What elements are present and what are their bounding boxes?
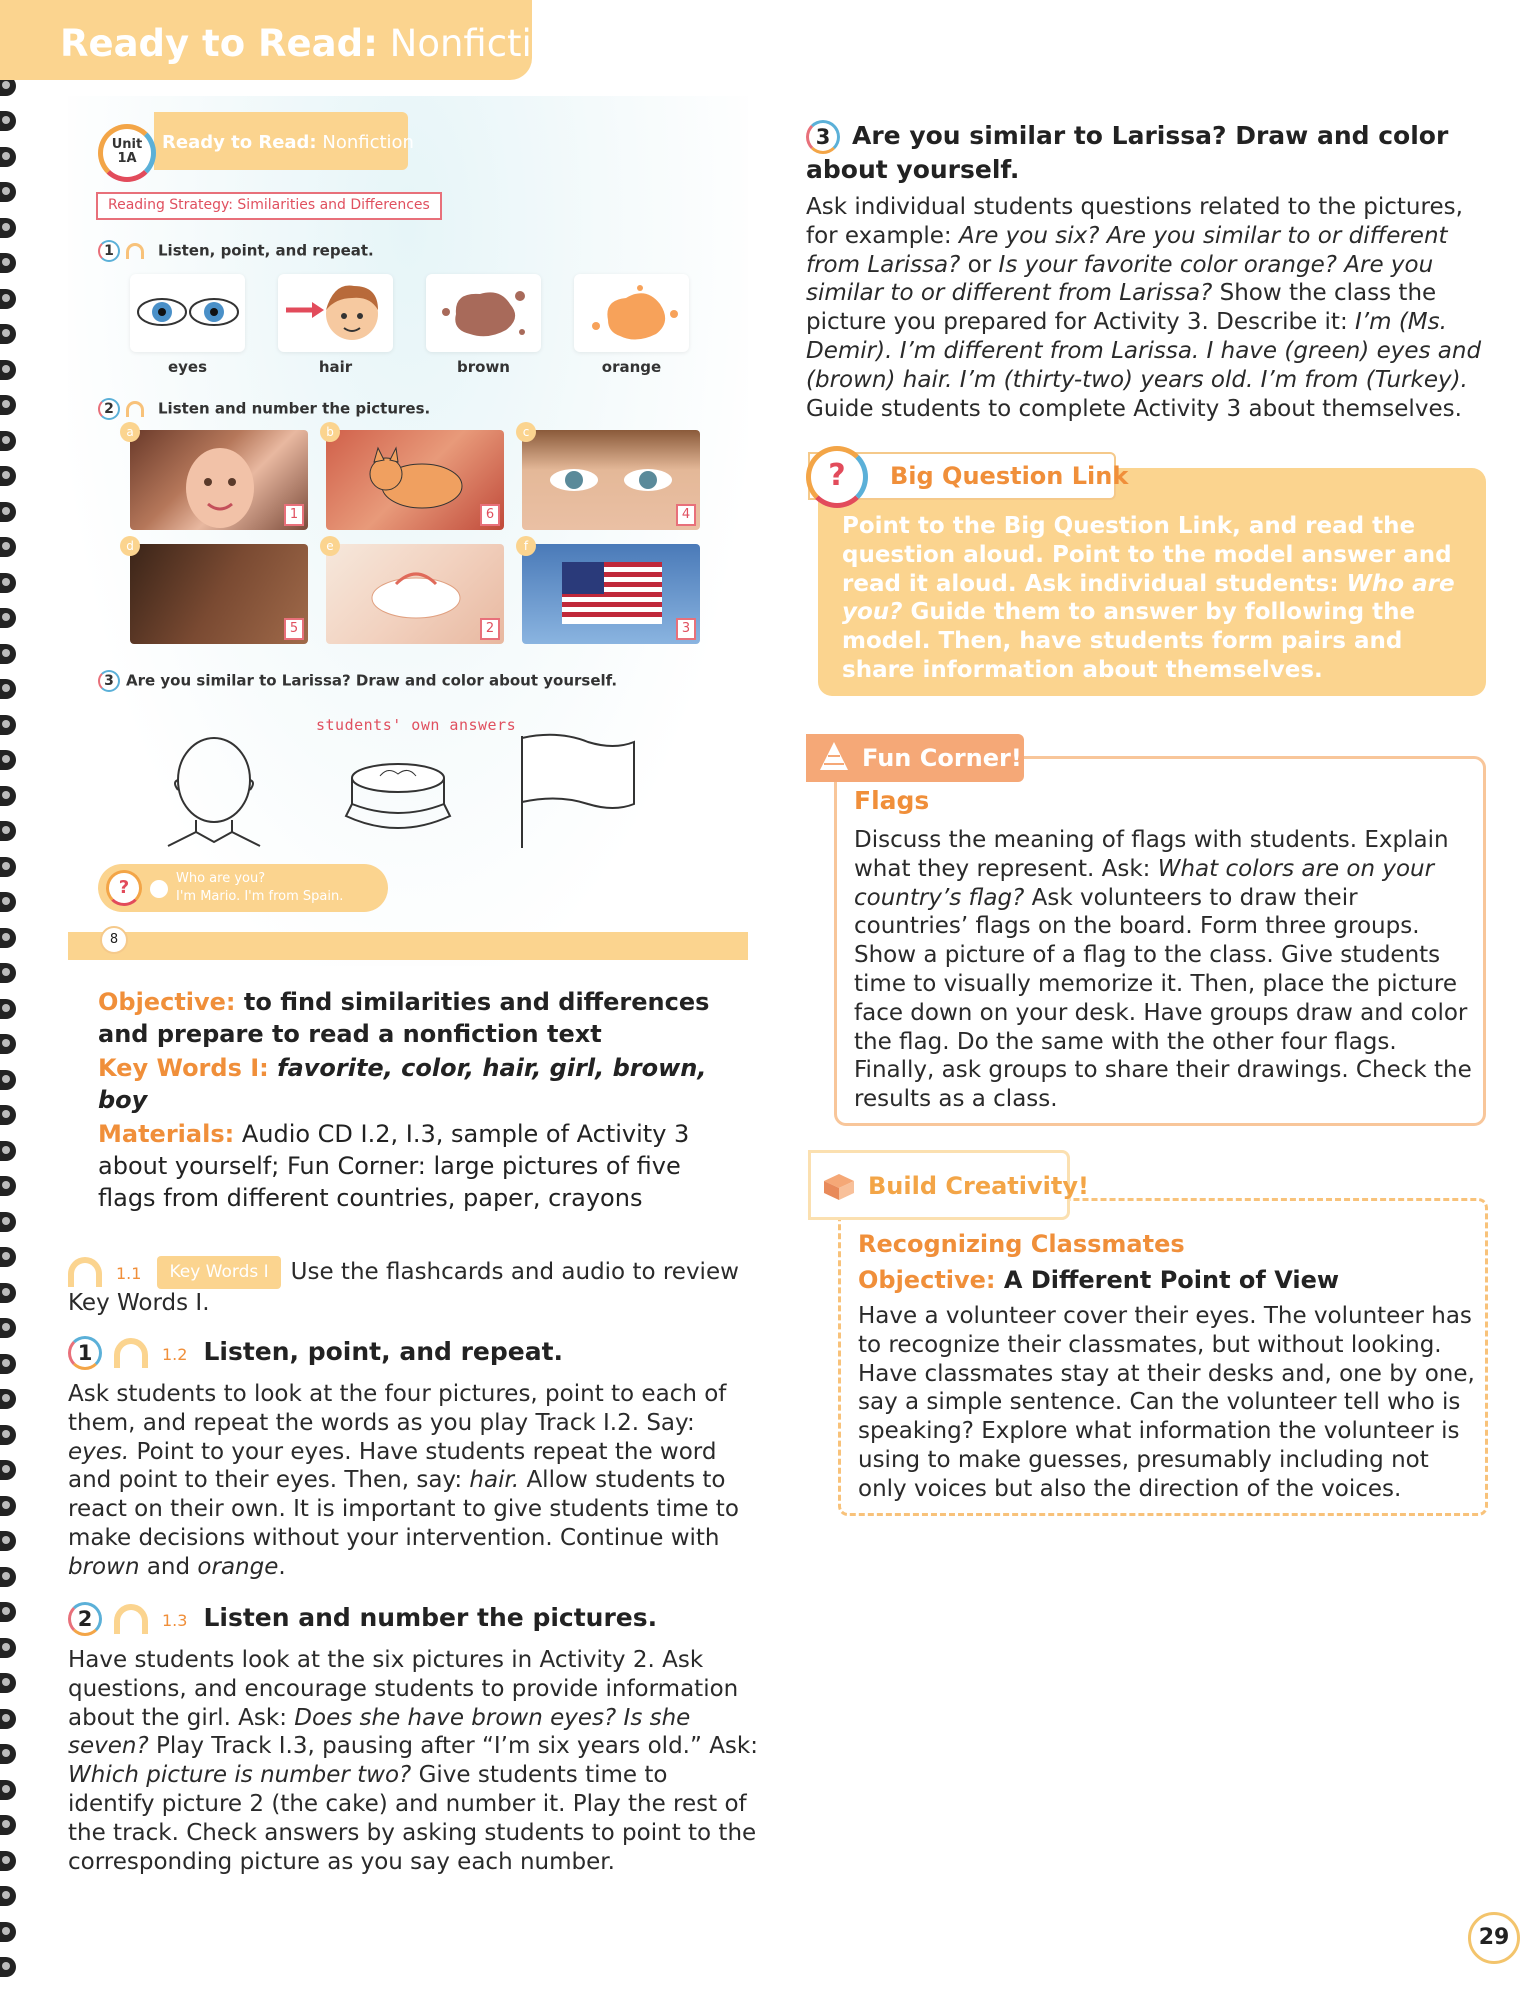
unit-tab: Ready to Read: Nonfiction [154,112,408,170]
spiral-ring [0,431,16,451]
headphones-icon [114,1338,148,1368]
spiral-ring [0,502,16,522]
boy-hair-icon [278,274,393,352]
vocab-label: brown [457,358,510,376]
photo-letter: d [120,536,140,556]
photo-letter: f [516,536,536,556]
blank-flag-outline-icon [518,732,638,848]
spiral-ring [0,679,16,699]
spiral-ring [0,1531,16,1551]
blank-face-outline-icon [166,736,262,848]
spiral-ring [0,395,16,415]
activity-2-line: 2 Listen and number the pictures. [98,398,430,420]
key-words-pill: Key Words I [157,1256,280,1289]
spiral-ring [0,537,16,557]
unit-badge: Unit 1A [98,124,156,182]
bq-question: Who are you? [176,871,266,886]
spiral-ring [0,466,16,486]
review-key-words: 1.1 Key Words I Use the flashcards and audio to review Key Words I. [68,1256,758,1318]
vocab-label: orange [601,358,662,376]
spiral-ring [0,147,16,167]
spiral-ring [0,1709,16,1729]
spiral-ring [0,1673,16,1693]
header-banner [0,0,578,80]
students-own-answers: students' own answers [316,716,517,734]
headphones-icon [126,401,144,417]
vocab-card-hair [278,274,393,352]
activity-3-heading: 3 Are you similar to Larissa? Draw and color about yourself. [806,121,1449,184]
activity-1-heading: 1 1.2 Listen, point, and repeat. [68,1336,563,1370]
fun-corner-subtitle: Flags [854,786,930,815]
spiral-ring [0,786,16,806]
big-question-link-text: Point to the Big Question Link, and read the question aloud. Point to the model answer and read it aloud. Ask individual students: Who are you? Guide them to answer by following the model. Then, have students form pairs and share information about themselves. [842,513,1455,683]
activity-2-heading: 2 1.3 Listen and number the pictures. [68,1602,657,1636]
big-question-pill [98,864,388,912]
photo-girl: 1 [130,430,308,530]
photo-letter: a [120,422,140,442]
vocab-card-brown [426,274,541,352]
eyes-icon [130,274,245,352]
spiral-ring [0,1460,16,1480]
objective-block: Objective: to find similarities and differences and prepare to read a nonfiction text Key Words I: favorite, color, hair, girl, brown, boy Materials: Audio CD I.2, I.3, sample of Activity 3 about yourself; Fun Corner: large pictures of five flags from different countries, paper, crayons [98,988,710,1212]
spiral-ring [0,1034,16,1054]
reading-strategy-label: Reading Strategy: Similarities and Differences [96,192,442,220]
spiral-ring [0,1318,16,1338]
spiral-ring [0,1957,16,1977]
spiral-binding [0,40,18,1990]
headphones-icon [126,243,144,259]
spiral-ring [0,892,16,912]
spiral-ring [0,360,16,380]
spiral-ring [0,1141,16,1161]
student-page-number: 8 [100,926,128,954]
party-hat-icon [818,740,850,774]
spiral-ring [0,324,16,344]
birthday-cake-outline-icon [336,756,460,842]
photo-cat-drawing: 6 [326,430,504,530]
photo-hair: 5 [130,544,308,644]
eyes-closeup-icon [522,430,700,530]
spiral-ring [0,289,16,309]
question-mark-icon: ? [806,446,868,508]
photo-flag: 3 [522,544,700,644]
student-page-thumbnail [68,96,748,966]
cat-drawing-icon [326,430,504,530]
spiral-ring [0,1389,16,1409]
spiral-ring [0,1496,16,1516]
student-page-footer-bar [68,932,748,960]
spiral-ring [0,1886,16,1906]
spiral-ring [0,253,16,273]
activity-1-line: 1 Listen, point, and repeat. [98,240,374,262]
spiral-ring [0,1212,16,1232]
spiral-ring [0,608,16,628]
spiral-ring [0,111,16,131]
spiral-ring [0,1425,16,1445]
vocab-card-orange [574,274,689,352]
spiral-ring [0,1176,16,1196]
spiral-ring [0,644,16,664]
building-block-icon [822,1172,856,1202]
fun-corner-text: Discuss the meaning of flags with students. Explain what they represent. Ask: What colors are on your country’s flag? Ask volunteers to draw their countries’ flags on the board. Form three groups. Show a picture of a flag to the class. Give students time to visually memorize it. Then, place the picture face down on your desk. Have groups draw and color the flag. Do the same with the other four flags. Finally, ask groups to share their drawings. Check the results as a class. [854,827,1472,1113]
spiral-ring [0,1638,16,1658]
question-icon: ? [106,870,142,906]
spiral-ring [0,1354,16,1374]
bq-answer: I'm Mario. I'm from Spain. [176,889,344,904]
smiley-icon [150,880,168,898]
spiral-ring [0,573,16,593]
build-creativity-subtitle: Recognizing Classmates [858,1230,1185,1258]
photo-letter: c [516,422,536,442]
spiral-ring [0,1851,16,1871]
spiral-ring [0,963,16,983]
headphones-icon [68,1257,102,1287]
photo-eyes: 4 [522,430,700,530]
activity-3-line: 3 Are you similar to Larissa? Draw and color about yourself. [98,670,617,692]
activity-3-text: Ask individual students questions related to the pictures, for example: Are you six? Are you similar to or different from Larissa? or Is your favorite color orange? Are you similar to or different from Larissa? Show the class the picture you prepared for Activity 3. Describe it: I’m (Ms. Demir). I’m different from Larissa. I have (green) eyes and (brown) hair. I’m (thirty-two) years old. I’m from (Turkey). Guide students to complete Activity 3 about themselves. [806,194,1482,422]
spiral-ring [0,1744,16,1764]
cake-photo-icon [326,544,504,644]
fun-corner-label: Fun Corner! [862,744,1022,772]
spiral-ring [0,750,16,770]
spiral-ring [0,182,16,202]
headphones-icon [114,1604,148,1634]
spiral-ring [0,1815,16,1835]
build-creativity-text: Have a volunteer cover their eyes. The volunteer has to recognize their classmates, but without looking. Have classmates stay at their desks and, one by one, say a simple sentence. Can the volunteer tell who is speaking? Explore what information the volunteer is using to make guesses, presumably including not only voices but also the direction of the voices. [858,1303,1475,1502]
big-question-link-title: Big Question Link [890,462,1129,490]
build-creativity-objective: Objective: A Different Point of View [858,1266,1340,1294]
spiral-ring [0,1283,16,1303]
spiral-ring [0,1247,16,1267]
spiral-ring [0,1602,16,1622]
brown-splash-icon [426,274,541,352]
vocab-label: hair [318,358,353,376]
activity-1-text: Ask students to look at the four pictures, point to each of them, and repeat the words as you play Track I.2. Say: eyes. Point to your eyes. Have students repeat the word and point to their eyes. Then, say: hair. Allow students to react on their own. It is important to give students time to make decisions without your intervention. Continue with brown and orange. [68,1381,739,1580]
spiral-ring [0,928,16,948]
photo-letter: b [320,422,340,442]
spiral-ring [0,1922,16,1942]
spiral-ring [0,1567,16,1587]
american-flag-icon [522,544,700,644]
spiral-ring [0,715,16,735]
build-creativity-label: Build Creativity! [868,1172,1089,1200]
spiral-ring [0,999,16,1019]
activity-2-text: Have students look at the six pictures in Activity 2. Ask questions, and encourage students to provide information about the girl. Ask: Does she have brown eyes? Is she seven? Play Track I.3, pausing after “I’m six years old.” Ask: Which picture is number two? Give students time to identify picture 2 (the cake) and number it. Play the rest of the track. Check answers by asking students to point to the corresponding picture as you say each number. [68,1647,758,1875]
spiral-ring [0,1780,16,1800]
vocab-label: eyes [167,358,208,376]
spiral-ring [0,821,16,841]
spiral-ring [0,1105,16,1125]
photo-letter: e [320,536,340,556]
spiral-ring [0,1070,16,1090]
spiral-ring [0,218,16,238]
orange-splash-icon [574,274,689,352]
spiral-ring [0,857,16,877]
header-title: Ready to Read: Nonfiction [60,22,578,65]
page-number: 29 [1468,1912,1520,1964]
photo-cake: 2 [326,544,504,644]
girl-face-icon [130,430,308,530]
vocab-card-eyes [130,274,245,352]
